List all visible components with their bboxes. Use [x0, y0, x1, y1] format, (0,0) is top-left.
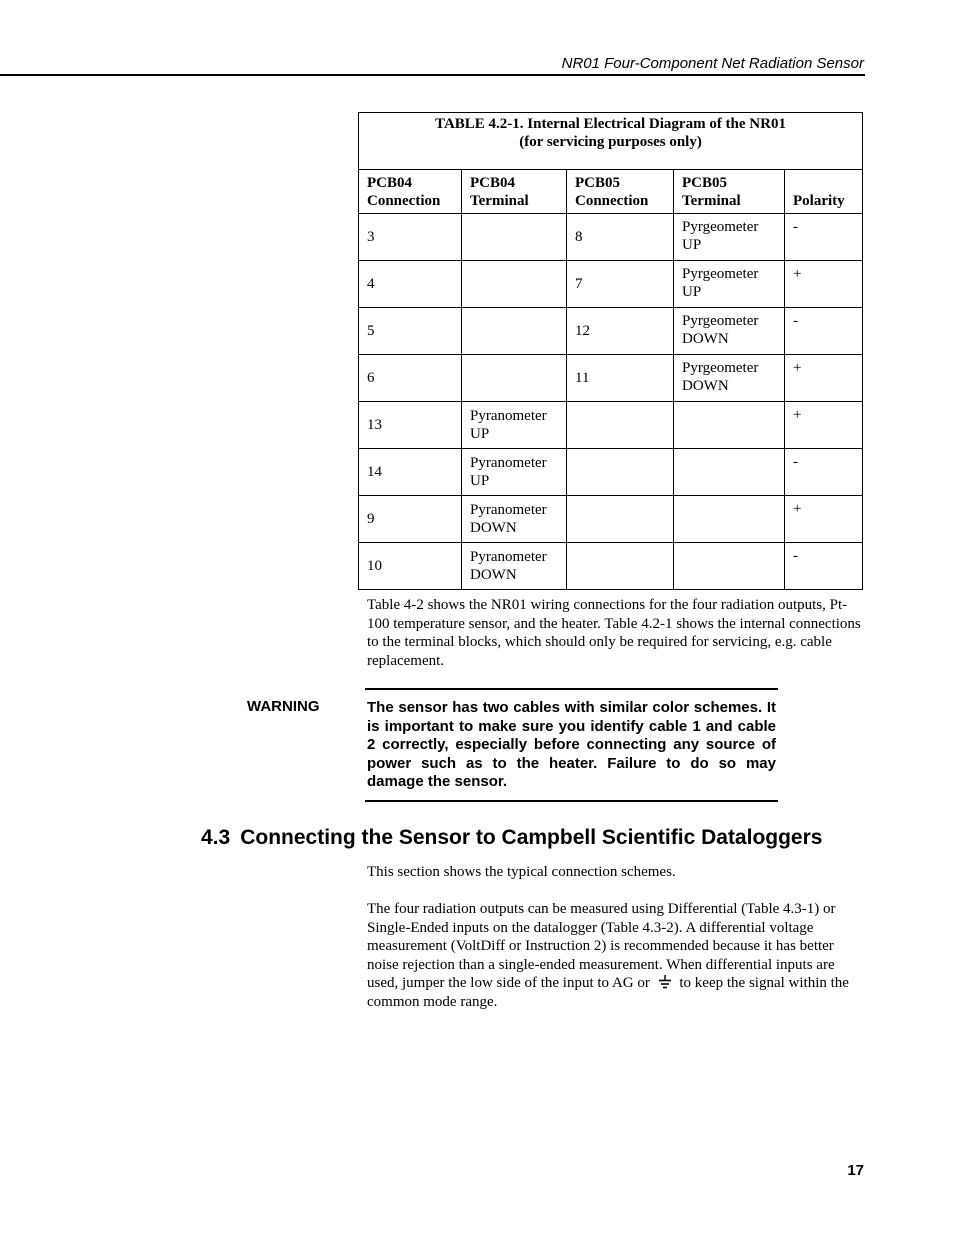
cell-pcb04-terminal: [462, 261, 567, 308]
cell-polarity: -: [785, 214, 863, 261]
cell-pcb05-connection: 7: [567, 261, 674, 308]
cell-pcb04-connection: 3: [359, 214, 462, 261]
cell-polarity: +: [785, 402, 863, 449]
cell-pcb05-terminal: [674, 496, 785, 543]
cell-pcb05-connection: [567, 402, 674, 449]
cell-pcb05-terminal: [674, 449, 785, 496]
cell-pcb05-terminal: [674, 402, 785, 449]
cell-polarity: +: [785, 496, 863, 543]
cell-pcb05-connection: 8: [567, 214, 674, 261]
section-title: Connecting the Sensor to Campbell Scientific Dataloggers: [240, 826, 823, 849]
section-heading: [201, 826, 901, 850]
header-pcb05-terminal: PCB05 Terminal: [674, 170, 785, 214]
cell-pcb05-terminal: [674, 543, 785, 590]
wiring-explanation-paragraph: Table 4-2 shows the NR01 wiring connections for the four radiation outputs, Pt-100 temperature sensor, and the heater. Table 4.2-1 shows the internal connections to the terminal blocks, which should only be required for servicing, e.g. cable replacement.: [367, 597, 861, 669]
differential-paragraph-text-end: to keep the signal within the common mode range.: [367, 975, 849, 1010]
table-row: [359, 496, 863, 543]
cell-polarity: -: [785, 543, 863, 590]
running-header-title: NR01 Four-Component Net Radiation Sensor: [561, 55, 864, 72]
header-pcb04-connection: PCB04 Connection: [359, 170, 462, 214]
section-intro-paragraph: This section shows the typical connection schemes.: [367, 864, 676, 880]
table-row: [359, 449, 863, 496]
cell-pcb04-connection: 6: [359, 355, 462, 402]
internal-electrical-diagram-table: [358, 112, 863, 590]
header-pcb04-terminal: PCB04 Terminal: [462, 170, 567, 214]
cell-pcb05-terminal: Pyrgeometer DOWN: [674, 355, 785, 402]
cell-polarity: +: [785, 261, 863, 308]
differential-inputs-paragraph: [367, 900, 863, 1011]
table-row: [359, 402, 863, 449]
cell-pcb05-connection: 12: [567, 308, 674, 355]
cell-pcb05-terminal: Pyrgeometer DOWN: [674, 308, 785, 355]
cell-pcb05-connection: [567, 543, 674, 590]
table-row: [359, 214, 863, 261]
page-number: 17: [847, 1162, 864, 1179]
cell-polarity: +: [785, 355, 863, 402]
cell-pcb04-terminal: Pyranometer DOWN: [462, 543, 567, 590]
cell-pcb04-connection: 4: [359, 261, 462, 308]
table-row: [359, 355, 863, 402]
cell-pcb04-terminal: Pyranometer UP: [462, 402, 567, 449]
cell-pcb04-terminal: [462, 308, 567, 355]
cell-pcb04-connection: 10: [359, 543, 462, 590]
section-number: 4.3: [201, 826, 231, 849]
cell-pcb04-terminal: [462, 355, 567, 402]
cell-pcb05-connection: [567, 496, 674, 543]
header-pcb05-connection: PCB05 Connection: [567, 170, 674, 214]
cell-pcb04-connection: 13: [359, 402, 462, 449]
cell-pcb04-terminal: Pyranometer UP: [462, 449, 567, 496]
cell-pcb04-terminal: [462, 214, 567, 261]
table-row: [359, 543, 863, 590]
table-caption: [359, 113, 863, 170]
cell-pcb05-connection: [567, 449, 674, 496]
cell-pcb04-connection: 5: [359, 308, 462, 355]
table-row: [359, 261, 863, 308]
header-rule: [0, 74, 865, 76]
table-caption-line2: (for servicing purposes only): [519, 134, 702, 150]
warning-text: The sensor has two cables with similar color schemes. It is important to make sure you identify cable 1 and cable 2 correctly, especially before connecting any source of power such as to the heater. Failure to do so may damage the sensor.: [367, 699, 776, 790]
table-caption-line1: TABLE 4.2-1. Internal Electrical Diagram of the NR01: [435, 116, 786, 132]
cell-pcb05-connection: 11: [567, 355, 674, 402]
cell-pcb04-terminal: Pyranometer DOWN: [462, 496, 567, 543]
header-polarity: Polarity: [785, 170, 863, 214]
cell-pcb04-connection: 9: [359, 496, 462, 543]
ground-symbol-icon: [658, 975, 672, 989]
table-header-row: [359, 170, 863, 214]
cell-polarity: -: [785, 449, 863, 496]
table-row: [359, 308, 863, 355]
cell-polarity: -: [785, 308, 863, 355]
warning-box: [365, 688, 778, 802]
warning-label: WARNING: [247, 698, 320, 715]
cell-pcb05-terminal: Pyrgeometer UP: [674, 214, 785, 261]
cell-pcb04-connection: 14: [359, 449, 462, 496]
cell-pcb05-terminal: Pyrgeometer UP: [674, 261, 785, 308]
differential-paragraph-text: The four radiation outputs can be measured using Differential (Table 4.3-1) or Single-Ended inputs on the datalogger (Table 4.3-2). A differential voltage measurement (VoltDiff or Instruction 2) is recommended because it has better noise rejection than a single-ended measurement. When differential inputs are used, jumper the low side of the input to AG or: [367, 901, 836, 991]
